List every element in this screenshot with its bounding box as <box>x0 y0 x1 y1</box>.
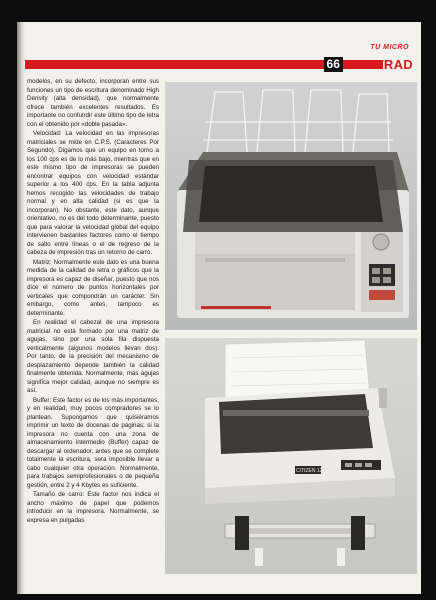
article-paragraph: Buffer: Este factor es de los más importantes, y en realidad, muy pocos compradores se lo plantean. Supongamos que quisiéramos imprimir un texto de docenas de páginas; si la impresora no cuenta con una zona de almacenamiento intermedio (Buffer) capaz de descargar al ordenador, antes que se complete totalmente la escritura, sera imposible llevar a cabo cualquier otra operación. Normalmente, para trabajos semiprofesionales o de pequeña gestión, entre 2 y 4 Kbytes es suficiente. <box>27 396 159 489</box>
article-paragraph: Matriz: Normalmente este dato es una buena medida de la calidad de letra o gráficos que la impresora es capaz de diseñar, puesto que nos dice el número de puntos horizontales por verticales que compondrán un carácter. Sin embargo, como antes, tampoco es determinante. <box>27 258 159 317</box>
article-paragraph: Velocidad: La velocidad en las impresoras matriciales se mide en C.P.S. (Caracteres Por Segundo). Digamos que un equipo en torno a los 100 cps es de lo más bajo, mientras que en este mismo tipo de impresoras se pueden encontrar equipos con velocidad estándar superior a los 400 cps. En la tabla adjunta hemos recogido las velocidades de trabajo normal y en alta calidad (si es que la incorporan). No obstante, este dato, aunque orientativo, no es del todo determinante, puesto que para valorar la velocidad global del equipo intervienen bastantes factores como el tiempo de salto entre líneas o el de regreso de la cabeza de impresión tras un retorno de carro. <box>27 130 159 256</box>
section-tagline: TU MICRO <box>370 44 409 51</box>
brand-name: AMSTRAD <box>345 56 413 72</box>
printer-photo-1 <box>165 82 417 330</box>
article-paragraph: modelos, en su defecto, incorporan entre sus funciones un tipo de escritura denominado High Density (alta densidad), que normalmente ofrece también excelentes resultados. Es importante no confundir este último tipo de letra con el obtenido por «doble pasada». <box>27 78 159 128</box>
article-paragraph: En realidad el cabezal de una impresora matricial no está formado por una matriz de agujas, sino por una sola fila dispuesta verticalmente (algunos modelos llevan dos). Por tanto, de la precisión del mecanismo de desplazamiento depende también la calidad finalmente obtenida. Normalmente, más agujas significa mejor calidad, aunque no siempre es así. <box>27 319 159 394</box>
page-number: 66 <box>324 57 343 72</box>
page-header-brand <box>324 56 413 72</box>
printer-illustration-1 <box>165 82 417 330</box>
printer-photo-2 <box>165 338 417 574</box>
printer-brand-label: CITIZEN 120D <box>296 468 329 474</box>
magazine-page <box>17 22 421 594</box>
page-gutter-shadow <box>17 22 25 594</box>
article-text-column <box>27 78 159 578</box>
printer-illustration-2 <box>165 338 417 574</box>
article-paragraph: Tamaño de carro: Este factor nos indica el ancho máximo de papel que podemos introducir en la impresora. Normalmente, se expresa en pulgadas <box>27 491 159 524</box>
